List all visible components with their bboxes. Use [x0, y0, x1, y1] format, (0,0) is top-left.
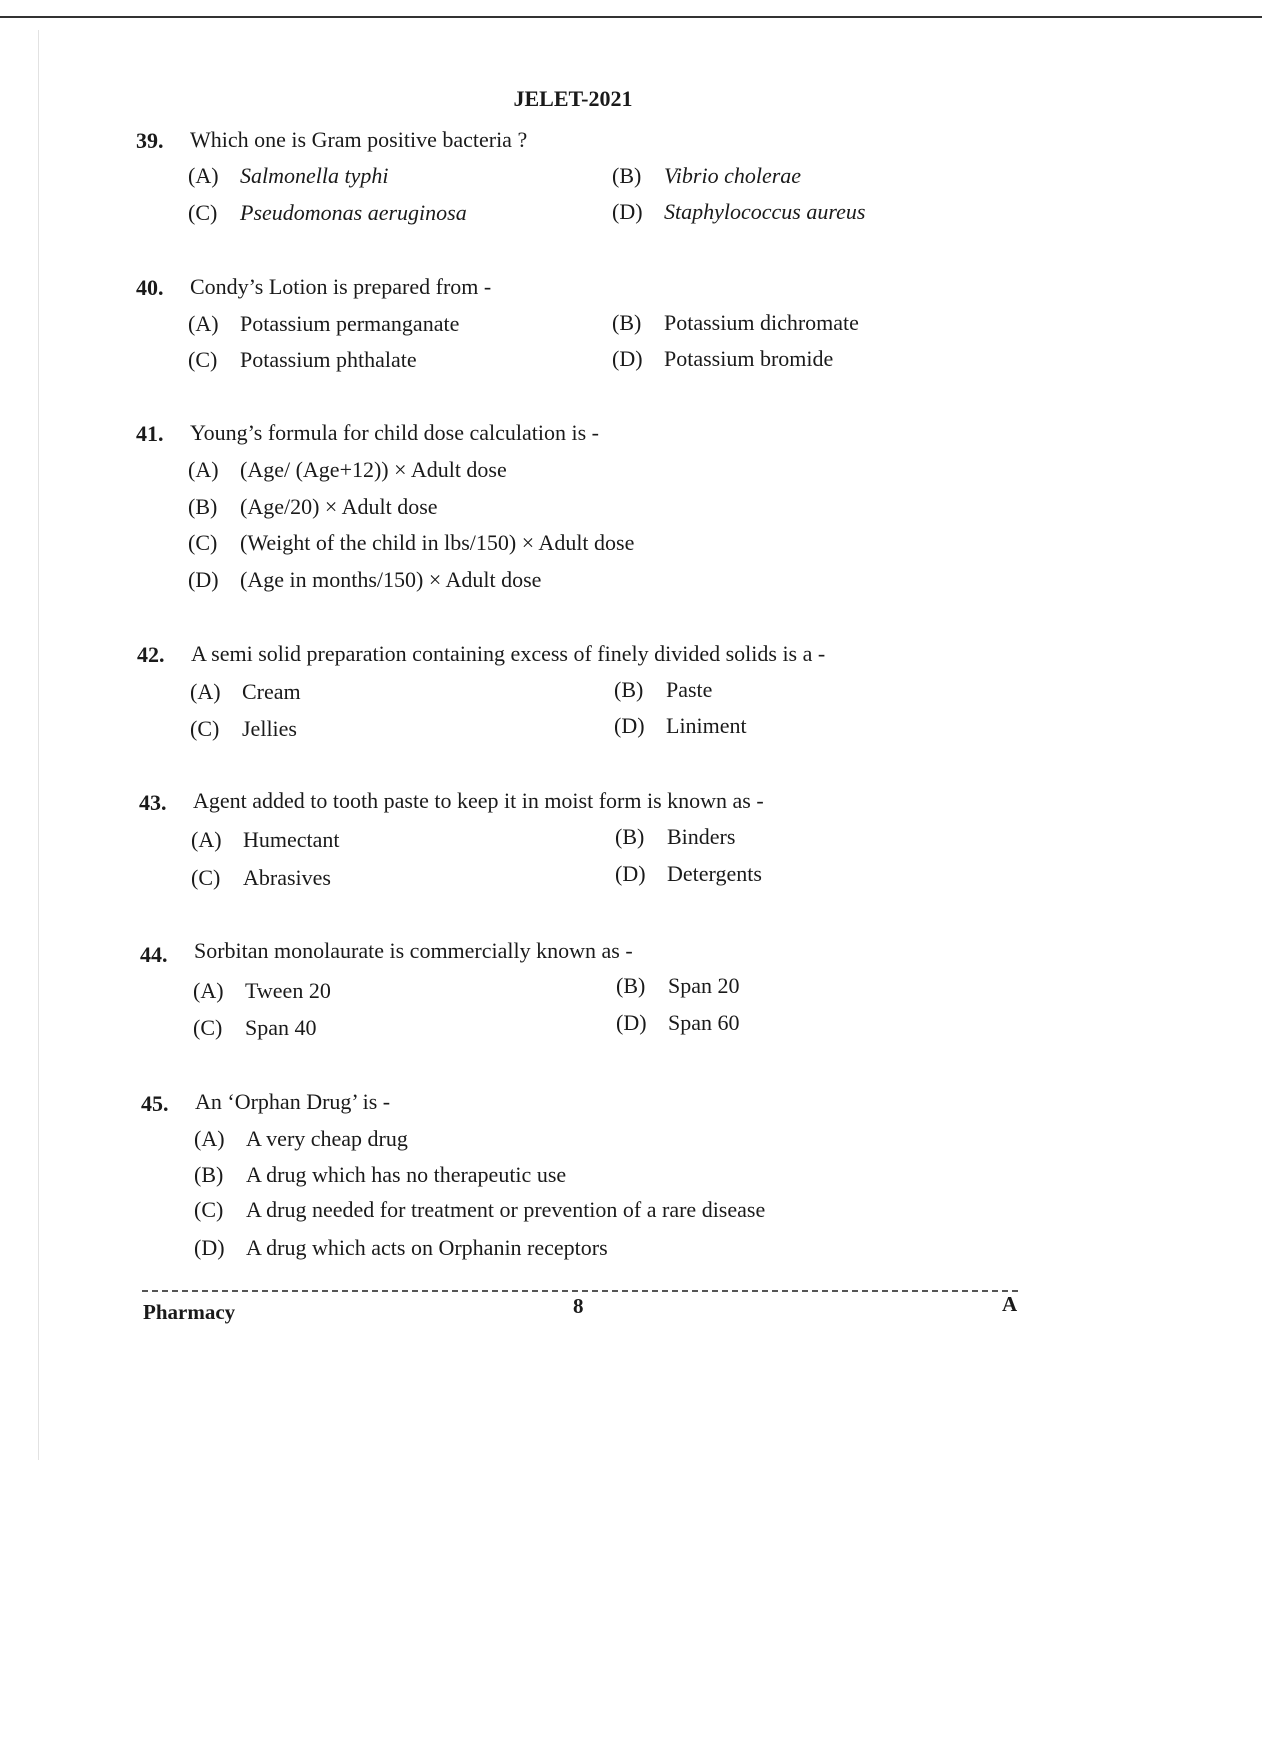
option-b: (B) Vibrio cholerae — [612, 163, 802, 188]
question-number: 42. — [137, 642, 165, 667]
option-a: (A) Salmonella typhi — [188, 163, 389, 188]
option-d: (D) Detergents — [615, 861, 762, 886]
option-a: (A) Humectant — [191, 827, 340, 852]
question-number: 44. — [140, 942, 168, 967]
option-c: (C) Pseudomonas aeruginosa — [188, 200, 467, 225]
question-number: 45. — [141, 1091, 169, 1116]
question-number: 41. — [136, 421, 164, 446]
option-b: (B) Paste — [614, 677, 713, 702]
question-text: Agent added to tooth paste to keep it in moist form is known as - — [193, 788, 764, 813]
option-c: (C) Abrasives — [191, 865, 331, 890]
question-number: 40. — [136, 275, 164, 300]
option-b: (B) (Age/20) × Adult dose — [188, 494, 438, 519]
top-rule — [0, 16, 1262, 18]
option-a: (A) Tween 20 — [193, 978, 331, 1003]
option-d: (D) Span 60 — [616, 1010, 740, 1035]
option-d: (D) Staphylococcus aureus — [612, 199, 866, 224]
option-a: (A) Cream — [190, 679, 301, 704]
option-a: (A) A very cheap drug — [194, 1126, 408, 1151]
question-text: An ‘Orphan Drug’ is - — [195, 1089, 391, 1114]
option-b: (B) Span 20 — [616, 973, 740, 998]
option-d: (D) Potassium bromide — [612, 346, 834, 371]
option-b: (B) A drug which has no therapeutic use — [194, 1162, 567, 1187]
option-a: (A) (Age/ (Age+12)) × Adult dose — [188, 457, 507, 482]
page-edge — [38, 30, 39, 1460]
page-number: 8 — [573, 1294, 584, 1318]
option-c: (C) A drug needed for treatment or prevention of a rare disease — [194, 1197, 766, 1222]
option-c: (C) Span 40 — [193, 1015, 317, 1040]
option-d: (D) Liniment — [614, 713, 747, 738]
question-text: Which one is Gram positive bacteria ? — [190, 127, 528, 152]
option-d: (D) (Age in months/150) × Adult dose — [188, 567, 542, 592]
question-number: 39. — [136, 128, 164, 153]
question-text: A semi solid preparation containing excess of finely divided solids is a - — [191, 641, 826, 666]
option-b: (B) Binders — [615, 824, 736, 849]
footer-rule — [142, 1290, 1018, 1292]
question-text: Young’s formula for child dose calculation is - — [190, 420, 599, 445]
option-c: (C) Potassium phthalate — [188, 347, 417, 372]
paper-set: A — [1002, 1292, 1018, 1316]
option-c: (C) (Weight of the child in lbs/150) × Adult dose — [188, 530, 635, 555]
option-c: (C) Jellies — [190, 716, 297, 741]
option-d: (D) A drug which acts on Orphanin receptors — [194, 1235, 608, 1260]
question-number: 43. — [139, 790, 167, 815]
option-a: (A) Potassium permanganate — [188, 311, 460, 336]
footer-subject: Pharmacy — [143, 1300, 236, 1324]
option-b: (B) Potassium dichromate — [612, 310, 859, 335]
question-text: Sorbitan monolaurate is commercially known as - — [194, 938, 633, 963]
question-text: Condy’s Lotion is prepared from - — [190, 274, 492, 299]
page-title: JELET-2021 — [513, 86, 633, 111]
